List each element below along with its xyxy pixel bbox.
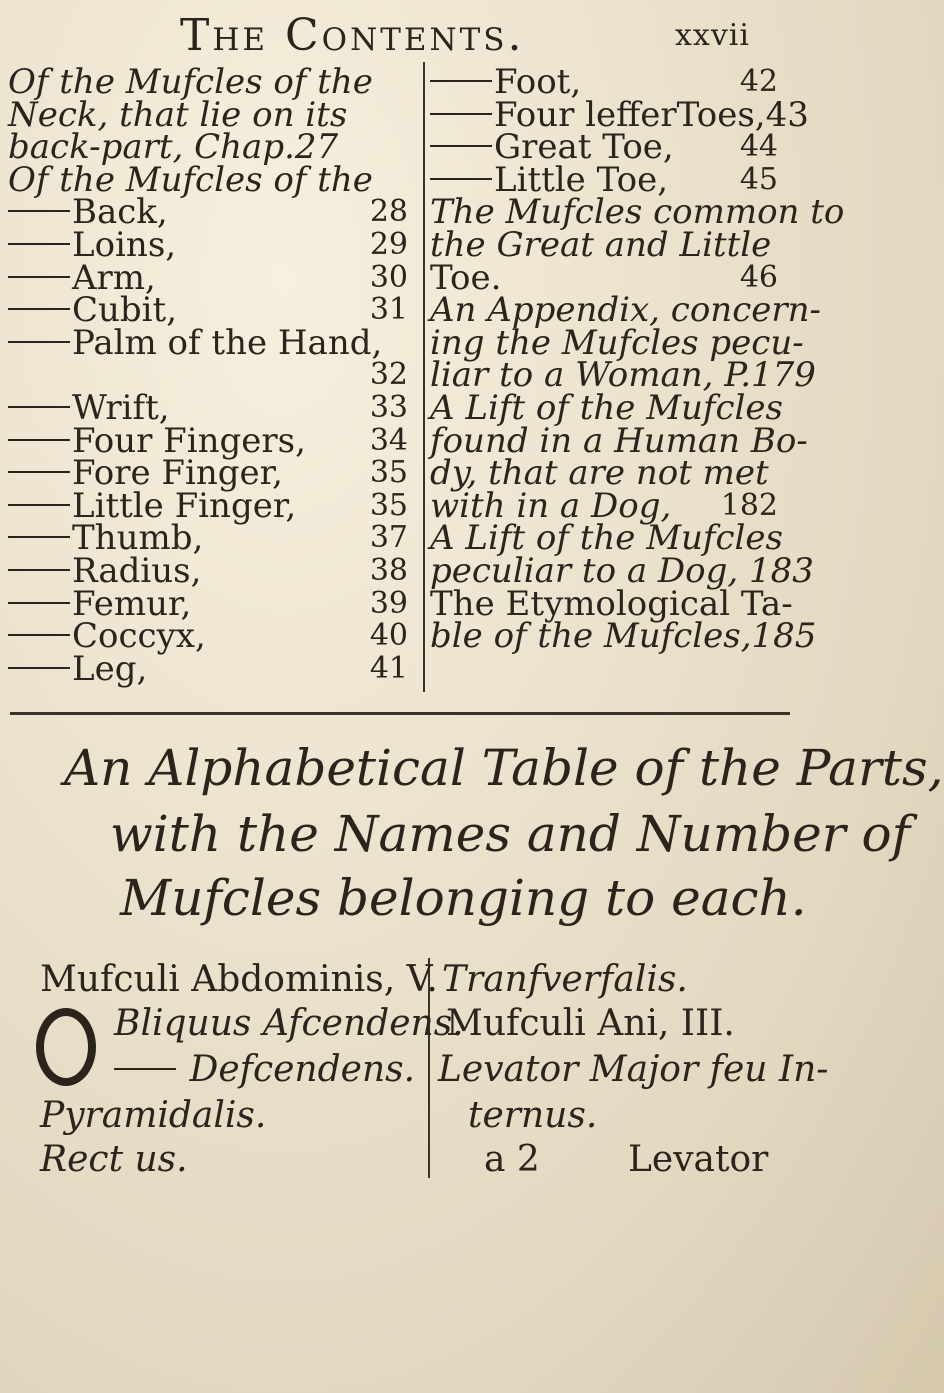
toc-left-entry-page: 31 — [369, 292, 408, 328]
ditto-dash — [430, 145, 492, 147]
toc-right-entry-page: 46 — [739, 259, 778, 295]
ditto-dash — [8, 504, 70, 506]
running-head — [0, 8, 800, 60]
ditto-dash — [430, 80, 492, 82]
toc-left-entry-label: Loins, — [72, 225, 177, 265]
toc-right-entry-label: Great Toe, — [494, 127, 674, 168]
toc-right-entry-label: the Great and Little — [430, 225, 772, 265]
ditto-dash — [8, 276, 70, 278]
ditto-dash — [8, 634, 70, 636]
ditto-dash — [8, 341, 70, 343]
ditto-dash — [8, 243, 70, 245]
ditto-dash — [8, 602, 70, 604]
toc-right-entry-page: 182 — [720, 487, 778, 523]
table-left-row-5: Rect us. — [40, 1139, 188, 1180]
ditto-dash — [8, 308, 70, 310]
alphabetical-table — [0, 958, 829, 1288]
table-right-row-2: Mufculi Ani, III. — [446, 1003, 735, 1044]
table-left-row-4: Pyramidalis. — [40, 1095, 267, 1136]
toc-right-entry-label: Four lefferToes,43 — [494, 94, 809, 135]
toc-left-entry-label: Palm of the Hand, — [72, 322, 383, 363]
toc-right-entry-label: The Etymological Ta- — [430, 583, 793, 624]
table-right-row-4: ternus. — [468, 1095, 598, 1136]
ditto-dash — [8, 471, 70, 473]
toc-left-entry-page: 30 — [369, 259, 408, 295]
catchword: Levator — [628, 1139, 769, 1180]
ditto-dash — [8, 536, 70, 538]
toc-right-entry-label: peculiar to a Dog, 183 — [430, 551, 814, 591]
horizontal-rule — [10, 712, 790, 715]
table-left-row-3-text: Defcendens. — [189, 1049, 416, 1090]
ditto-dash — [8, 210, 70, 212]
toc-left-entry-label: Of the Mufcles of the — [8, 62, 373, 102]
toc-right-entry-label: dy, that are not met — [430, 453, 769, 494]
toc-right-entry-label: A Lift of the Mufcles — [430, 518, 783, 559]
toc-right-entry-label: found in a Human Bo- — [430, 420, 808, 461]
toc-right-entry-label: liar to a Woman, P.179 — [430, 355, 816, 396]
toc-right-entry-label: Toe. — [430, 257, 502, 298]
toc-left-entry-page: 40 — [369, 618, 408, 654]
toc-right-entry-label: A Lift of the Mufcles — [430, 388, 783, 428]
toc-left-entry-label: Coccyx, — [72, 616, 206, 657]
ditto-dash — [8, 406, 70, 408]
toc-right-entry-text — [430, 616, 816, 656]
table-of-contents — [0, 62, 845, 692]
table-left-row-1: Mufculi Abdominis, V. — [40, 959, 438, 1000]
signature-mark: a 2 — [484, 1139, 540, 1180]
toc-left-entry-page: 29 — [369, 227, 408, 262]
toc-left-entry-label: Wrift, — [72, 388, 170, 428]
ditto-dash — [114, 1068, 176, 1070]
toc-left-entry-page: 41 — [369, 650, 408, 686]
page-number: xxvii — [675, 18, 750, 53]
table-left-row-3 — [114, 1048, 415, 1092]
toc-left-entry-page: 35 — [369, 487, 408, 523]
toc-right-entry-label: An Appendix, concern- — [430, 290, 821, 331]
toc-left-entry-label: Cubit, — [72, 290, 178, 331]
table-left-row-2: Bliquus Afcendens. — [114, 1003, 464, 1044]
drop-cap-o — [36, 1008, 96, 1086]
toc-left-entry-label: Leg, — [72, 648, 148, 689]
toc-right-entry-label: The Mufcles common to — [430, 192, 845, 233]
toc-right-entry-page: 42 — [739, 64, 778, 99]
toc-left-entry-page: 38 — [369, 553, 408, 588]
toc-right-entry — [430, 616, 817, 657]
column-divider — [423, 62, 425, 692]
toc-right-entry-label: with in a Dog, — [430, 485, 672, 526]
toc-left-entry-label: Four Fingers, — [72, 420, 306, 461]
toc-left-entry-label: Arm, — [72, 257, 156, 298]
toc-right-entry-label: ing the Mufcles pecu- — [430, 322, 804, 363]
toc-left-entry-label: Thumb, — [72, 518, 204, 559]
toc-left-entry-page: 35 — [369, 455, 408, 491]
toc-left-entry-label: Neck, that lie on its — [8, 94, 348, 135]
toc-left-entry-page: 34 — [369, 422, 408, 458]
toc-left-entry-label: Little Finger, — [72, 485, 297, 526]
ditto-dash — [8, 439, 70, 441]
running-head-title: The Contents. — [180, 10, 525, 61]
toc-left-entry-label: Femur, — [72, 583, 192, 624]
toc-left-entry-label: Of the Mufcles of the — [8, 159, 373, 200]
toc-left-entry-page: 39 — [369, 585, 408, 621]
ditto-dash — [8, 569, 70, 571]
toc-left-entry-label: Back, — [72, 192, 168, 233]
ditto-dash — [430, 113, 492, 115]
table-right-row-1: Tranfverfalis. — [442, 959, 688, 1000]
toc-right-entry-page: 45 — [739, 161, 778, 197]
toc-left-entry-page: 37 — [369, 520, 408, 556]
heading-line-3: Mufcles belonging to each. — [120, 869, 807, 927]
toc-left-entry-label: back-part, Chap.27 — [8, 127, 339, 168]
toc-left-entry-text — [8, 649, 147, 689]
toc-left-entry-page: 28 — [369, 194, 408, 230]
toc-right-entry-label: Little Toe, — [494, 159, 669, 200]
table-right-row-3: Levator Major feu In- — [438, 1049, 829, 1090]
toc-left-entry-page: 32 — [369, 357, 408, 393]
heading-line-2: with the Names and Number of — [110, 805, 911, 863]
ditto-dash — [430, 178, 492, 180]
toc-left-entry-label: Radius, — [72, 551, 202, 591]
heading-line-1: An Alphabetical Table of the Parts, — [64, 739, 944, 797]
toc-right-entry-label: ble of the Mufcles,185 — [430, 616, 817, 657]
toc-left-entry-page: 33 — [369, 390, 408, 425]
ditto-dash — [8, 667, 70, 669]
toc-left-entry — [8, 649, 418, 689]
toc-right-entry-page: 44 — [739, 129, 778, 165]
toc-left-entry-label: Fore Finger, — [72, 453, 283, 494]
toc-right-entry-label: Foot, — [494, 62, 582, 102]
